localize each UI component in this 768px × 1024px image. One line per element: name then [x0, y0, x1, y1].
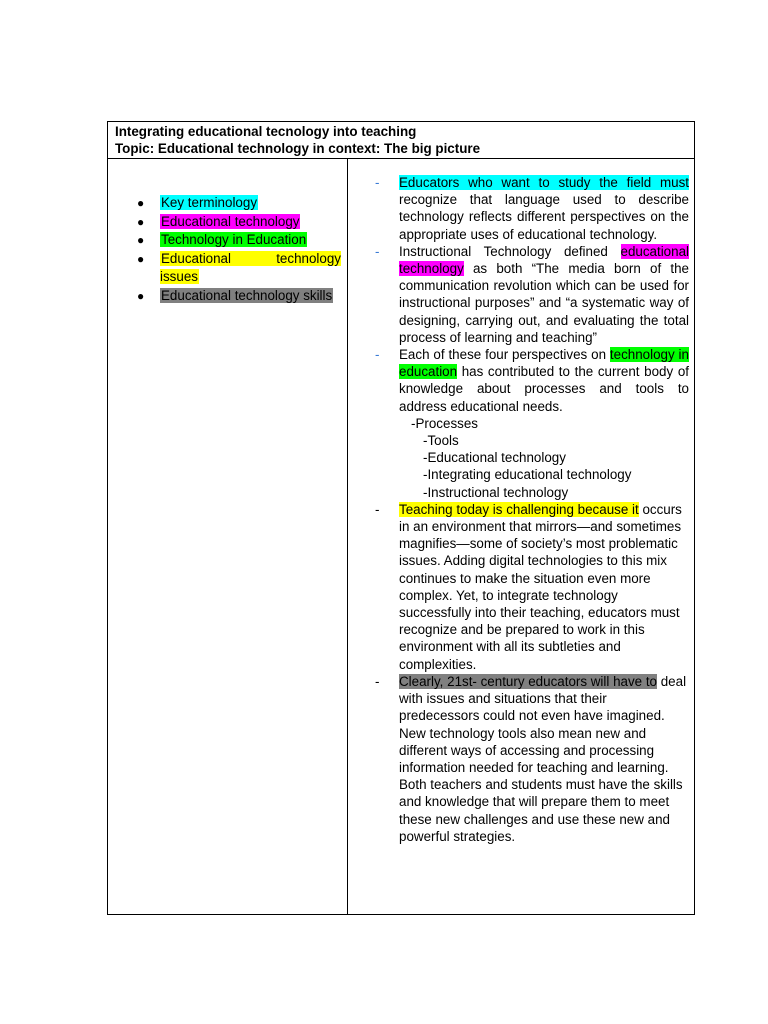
paragraph-text: occurs in an environment that mirrors—and sometimes magnifies—some of society’s most problematic issues. Adding digital technologies to this mix continues to make the situation even more complex. Yet, to integrate technology successfully into their teaching, educators must recognize and be prepared to work in this environment with all its subtleties and complexities. — [399, 501, 682, 672]
highlighted-text: technology in education — [399, 347, 689, 380]
list-item — [134, 231, 341, 250]
paragraph-text: Instructional Technology defined — [399, 243, 621, 259]
bullet-icon: ● — [137, 288, 145, 303]
document-table — [107, 121, 695, 915]
sublist-item: -Processes — [411, 415, 478, 431]
paragraph-text: recognize that language used to describe technology reflects different perspectives on the appropriate uses of educational technology. — [399, 192, 689, 242]
list-item — [134, 213, 341, 232]
highlighted-text: educational technology — [399, 243, 689, 277]
process-sublist — [361, 415, 689, 501]
list-item — [134, 287, 341, 306]
content-column — [361, 174, 689, 845]
paragraph-item — [361, 501, 689, 673]
terminology-list — [134, 194, 341, 305]
paragraph-text: deal with issues and situations that their predecessors could not even have imagined. New technology tools also mean new and different ways of accessing and processing information needed for teaching and learning. Both teachers and students must have the skills and knowledge that will prepare them to meet these new challenges and use these new and powerful strategies. — [399, 673, 687, 844]
topic-line: Topic: Educational technology in context: The big picture — [115, 141, 481, 156]
highlighted-text: Educators who want to study the field must — [399, 175, 689, 190]
sublist-item: -Tools — [423, 433, 459, 449]
list-item-label: Educational technology skills — [161, 287, 333, 303]
list-item-label: Technology in Education — [161, 232, 307, 247]
bullet-icon: ● — [137, 233, 145, 247]
document-title: Integrating educational tecnology into teaching — [115, 124, 417, 139]
paragraph-text: has contributed to the current body of knowledge about processes and tools to address educational needs. — [399, 364, 689, 414]
paragraph-text: Each of these four perspectives on — [399, 347, 610, 363]
paragraph-item — [361, 346, 689, 415]
column-divider — [347, 159, 348, 914]
dash-marker: - — [375, 175, 380, 190]
table-header — [108, 122, 694, 159]
bullet-icon: ● — [137, 251, 145, 266]
paragraph-item — [361, 174, 689, 243]
bullet-icon: ● — [137, 214, 145, 229]
paragraph-item — [361, 243, 689, 346]
paragraph-item — [361, 673, 689, 845]
sublist-item: -Instructional technology — [423, 484, 569, 500]
list-item-label: Educational technology — [161, 213, 300, 229]
paragraph-text: as both “The media born of the communication revolution which can be used for instructional purposes” and “a systematic way of designing, carrying out, and evaluating the total process of learning and teaching” — [399, 261, 689, 345]
list-item-label: Key terminology — [161, 195, 258, 210]
dash-marker: - — [375, 673, 380, 689]
list-item — [134, 194, 341, 213]
dash-marker: - — [375, 347, 380, 363]
sublist-item: -Educational technology — [423, 450, 566, 466]
sublist-item: -Integrating educational technology — [423, 467, 632, 483]
bullet-icon: ● — [137, 196, 145, 210]
dash-marker: - — [375, 243, 380, 259]
highlighted-text: Teaching today is challenging because it — [399, 501, 639, 517]
list-item — [134, 250, 341, 287]
dash-marker: - — [375, 501, 380, 517]
list-item-label: Educational technology issues — [160, 250, 341, 284]
highlighted-text: Clearly, 21st- century educators will have to — [399, 673, 658, 689]
